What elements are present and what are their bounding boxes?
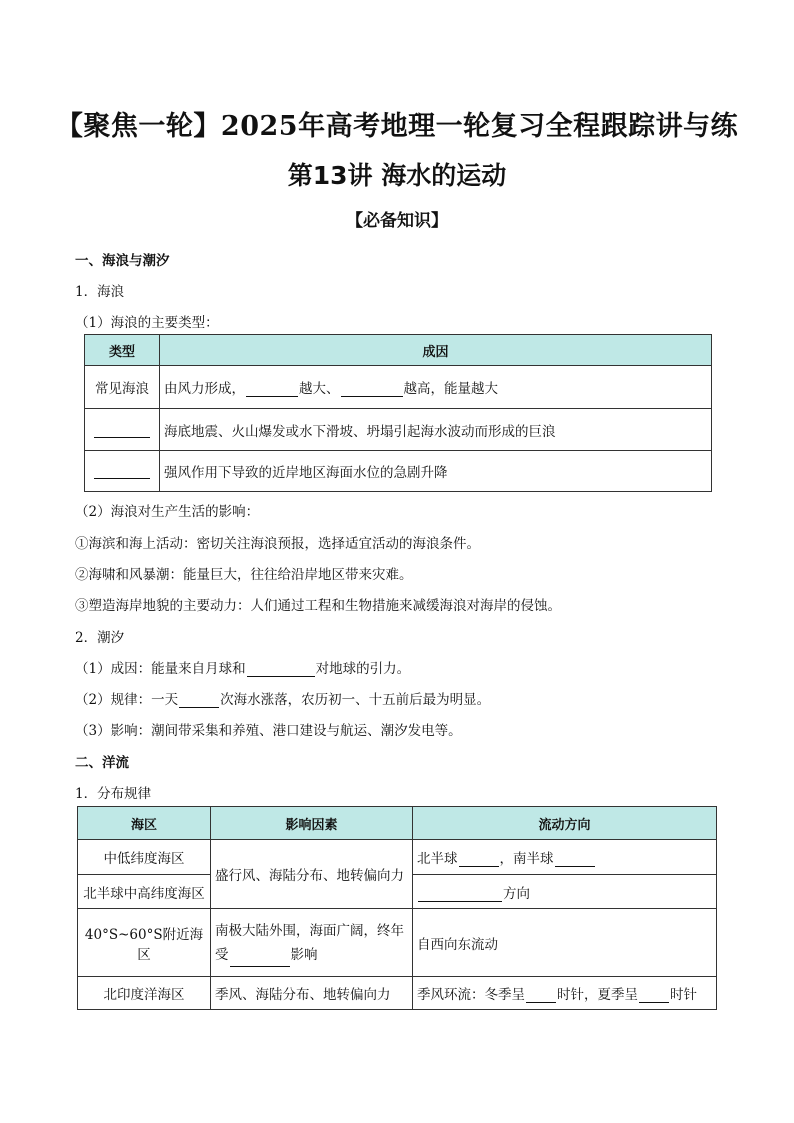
factor-text: 影响 [290, 946, 318, 963]
effect-line: ③塑造海岸地貌的主要动力：人们通过工程和生物措施来减缓海浪对海岸的侵蚀。 [75, 598, 561, 614]
cell-factor: 季风、海陆分布、地转偏向力 [211, 977, 413, 1010]
cell-area: 北印度洋海区 [78, 977, 211, 1010]
answer-blank [246, 382, 298, 397]
answer-blank [459, 852, 499, 867]
cell-cause [160, 366, 712, 409]
part2-sub1: 1．分布规律 [75, 786, 152, 802]
tide-line: （3）影响：潮间带采集和养殖、港口建设与航运、潮汐发电等。 [75, 723, 462, 739]
table-row [78, 840, 717, 875]
cause-text: 越高，能量越大 [403, 381, 498, 397]
col-dir-header: 流动方向 [413, 807, 717, 840]
effect-line: ②海啸和风暴潮：能量巨大，往往给沿岸地区带来灾难。 [75, 567, 413, 583]
tide-text: （1）成因：能量来自月球和 [75, 661, 246, 677]
cell-area: 40°S~60°S附近海区 [78, 909, 211, 977]
table-row [85, 451, 712, 492]
section-title: 【必备知识】 [346, 211, 448, 231]
tide-line [75, 688, 490, 708]
cell-area: 北半球中高纬度海区 [78, 875, 211, 909]
col-cause-header: 成因 [160, 335, 712, 366]
answer-blank [179, 693, 219, 708]
cell-dir [413, 875, 717, 909]
tide-text: 次海水涨落，农历初一、十五前后最为明显。 [220, 692, 491, 708]
answer-blank [341, 382, 403, 397]
part1-sub2: 2．潮汐 [75, 630, 125, 646]
answer-blank [526, 988, 556, 1003]
table-row [85, 366, 712, 409]
answer-blank [555, 852, 595, 867]
cell-dir [413, 840, 717, 875]
part1-item2: （2）海浪对生产生活的影响： [75, 504, 260, 520]
factor-text: 受 [215, 946, 229, 963]
col-area-header: 海区 [78, 807, 211, 840]
dir-text: 时针，夏季呈 [557, 987, 638, 1003]
part1-item1: （1）海浪的主要类型： [75, 315, 219, 331]
tide-text: 对地球的引力。 [315, 661, 411, 677]
document-title: 【聚焦一轮】2025年高考地理一轮复习全程跟踪讲与练 [55, 111, 739, 142]
col-factor-header: 影响因素 [211, 807, 413, 840]
cell-dir [413, 977, 717, 1010]
part2-heading: 二、洋流 [75, 755, 129, 771]
answer-blank [230, 952, 290, 967]
dir-text: 北半球 [417, 851, 458, 867]
table-row [78, 909, 717, 977]
cell-cause: 海底地震、火山爆发或水下滑坡、坍塌引起海水波动而形成的巨浪 [160, 409, 712, 451]
table-row [78, 977, 717, 1010]
currents-table [77, 806, 717, 1010]
cell-factor: 盛行风、海陆分布、地转偏向力 [211, 840, 413, 909]
cell-type [85, 409, 160, 451]
cause-text: 越大、 [299, 381, 340, 397]
answer-blank [418, 887, 502, 902]
cause-text: 由风力形成， [164, 381, 245, 397]
cell-area: 中低纬度海区 [78, 840, 211, 875]
part1-sub1: 1．海浪 [75, 284, 125, 300]
effect-line: ①海滨和海上活动：密切关注海浪预报，选择适宜活动的海浪条件。 [75, 536, 480, 552]
dir-text: 季风环流：冬季呈 [417, 987, 525, 1003]
cell-type [85, 451, 160, 492]
lecture-title: 第13讲 海水的运动 [287, 161, 507, 190]
tide-line [75, 657, 410, 677]
col-type-header: 类型 [85, 335, 160, 366]
answer-blank [247, 662, 315, 677]
cell-factor [211, 909, 413, 977]
wave-types-table [84, 334, 712, 492]
cell-dir: 自西向东流动 [413, 909, 717, 977]
part1-heading: 一、海浪与潮汐 [75, 253, 170, 269]
dir-text: ，南半球 [499, 851, 554, 867]
cell-type: 常见海浪 [85, 366, 160, 409]
table-row [85, 409, 712, 451]
dir-text: 时针 [670, 987, 697, 1003]
answer-blank [94, 423, 150, 438]
answer-blank [94, 464, 150, 479]
factor-text: 南极大陆外围，海面广阔，终年 [215, 922, 404, 939]
tide-text: （2）规律：一天 [75, 692, 179, 708]
dir-text: 方向 [503, 885, 530, 902]
answer-blank [639, 988, 669, 1003]
cell-cause: 强风作用下导致的近岸地区海面水位的急剧升降 [160, 451, 712, 492]
